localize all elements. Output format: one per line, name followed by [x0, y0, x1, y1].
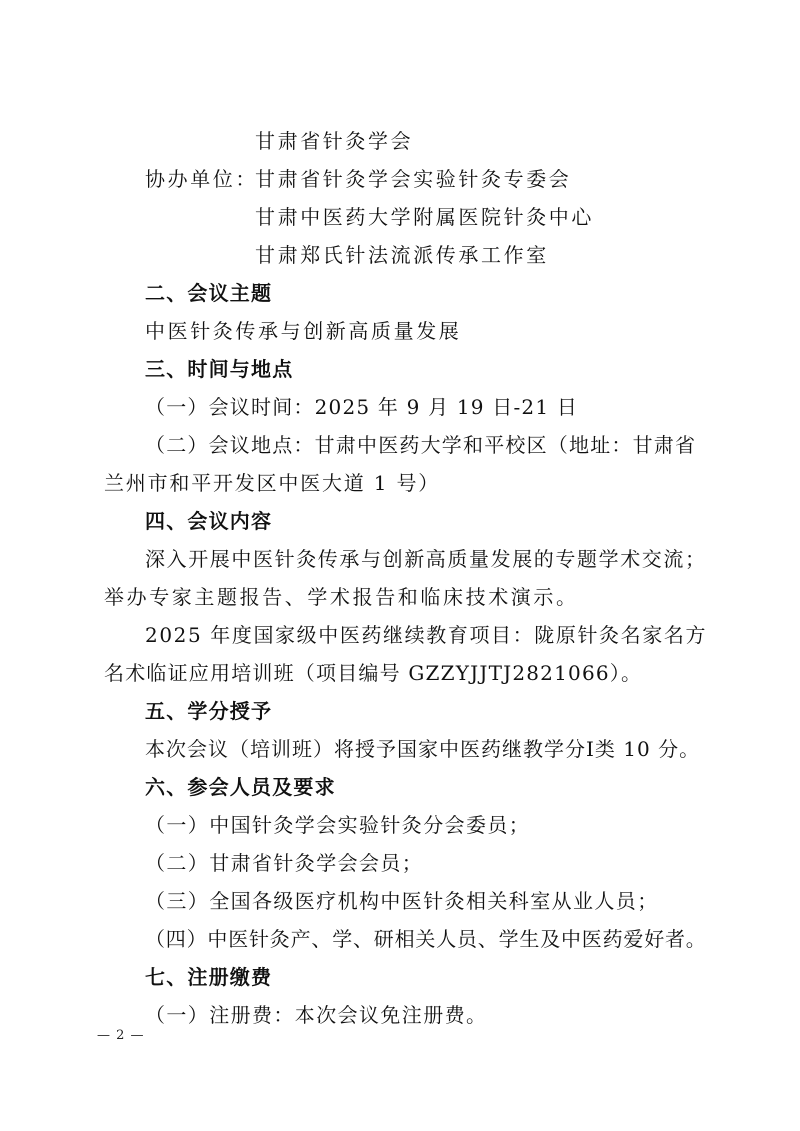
section-heading-credits: 五、学分授予: [145, 699, 273, 723]
section-heading-theme: 二、会议主题: [145, 281, 273, 305]
participant-item: （一）中国针灸学会实验针灸分会委员；: [145, 813, 531, 837]
credits-text: 本次会议（培训班）将授予国家中医药继教学分Ⅰ类 10 分。: [145, 737, 701, 761]
page-number: — 2 —: [97, 1028, 145, 1043]
participant-item: （三）全国各级医疗机构中医针灸相关科室从业人员；: [145, 889, 659, 913]
participant-item: （二）甘肃省针灸学会会员；: [145, 851, 424, 875]
participant-item: （四）中医针灸产、学、研相关人员、学生及中医药爱好者。: [145, 927, 707, 951]
theme-text: 中医针灸传承与创新高质量发展: [145, 319, 462, 343]
project-paragraph-cont: 名术临证应用培训班（项目编号 GZZYJJTJ2821066）。: [104, 661, 643, 685]
content-paragraph: 深入开展中医针灸传承与创新高质量发展的专题学术交流；: [145, 547, 707, 571]
content-paragraph-cont: 举办专家主题报告、学术报告和临床技术演示。: [104, 585, 579, 609]
co-organizer-unit: 甘肃省针灸学会实验针灸专委会: [255, 167, 572, 191]
section-heading-registration: 七、注册缴费: [145, 965, 273, 989]
meeting-place: （二）会议地点：甘肃中医药大学和平校区（地址：甘肃省: [145, 433, 697, 457]
section-heading-content: 四、会议内容: [145, 509, 273, 533]
section-heading-participants: 六、参会人员及要求: [145, 775, 336, 799]
section-heading-time-place: 三、时间与地点: [145, 357, 294, 381]
registration-fee: （一）注册费：本次会议免注册费。: [145, 1003, 488, 1027]
co-organizer-unit: 甘肃郑氏针法流派传承工作室: [255, 243, 549, 267]
co-organizer-unit: 甘肃中医药大学附属医院针灸中心: [255, 205, 594, 229]
host-unit-continued: 甘肃省针灸学会: [255, 129, 414, 153]
project-paragraph: 2025 年度国家级中医药继续教育项目：陇原针灸名家名方: [145, 623, 708, 647]
meeting-place-cont: 兰州市和平开发区中医大道 1 号）: [104, 471, 441, 495]
co-organizer-label: 协办单位：: [145, 167, 258, 191]
meeting-time: （一）会议时间：2025 年 9 月 19 日-21 日: [145, 395, 579, 419]
